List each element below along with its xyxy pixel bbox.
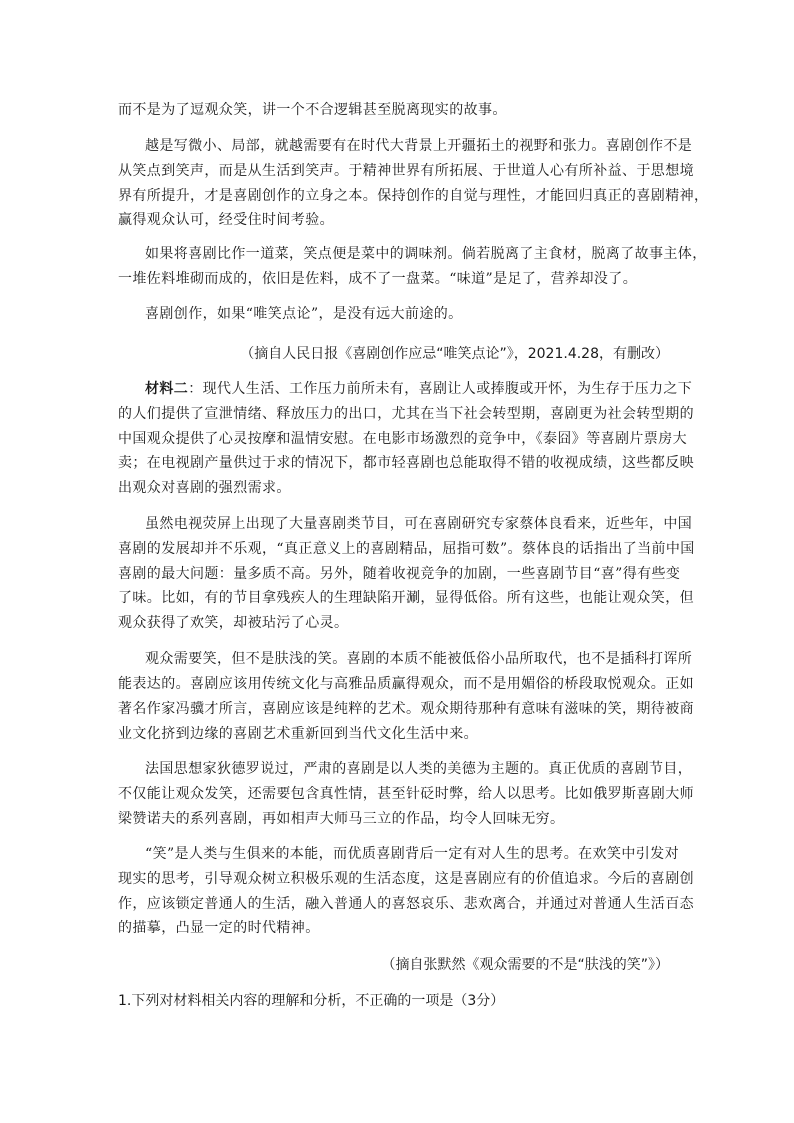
- paragraph-line: 界有所提升，才是喜剧创作的立身之本。保持创作的自觉与理性，才能回归真正的喜剧精神，: [118, 188, 709, 204]
- source-citation: （摘自张默然《观众需要的不是“肤浅的笑”》）: [381, 957, 669, 973]
- paragraph-line: 法国思想家狄德罗说过，严肃的喜剧是以人类的美德为主题的。真正优质的喜剧节目，: [145, 761, 693, 777]
- paragraph-line: 中国观众提供了心灵按摩和温情安慰。在电影市场激烈的竞争中，《泰囧》等喜剧片票房大: [118, 431, 687, 447]
- paragraph-line: 作，应该锁定普通人的生活，融入普通人的喜怒哀乐、悲欢离合，并通过对普通人生活百态: [118, 896, 694, 912]
- question-prompt: 1.下列对材料相关内容的理解和分析，不正确的一项是（3分）: [118, 993, 505, 1009]
- paragraph-line: 虽然电视荧屏上出现了大量喜剧类节目，可在喜剧研究专家蔡体良看来，近些年，中国: [145, 516, 693, 532]
- paragraph-line: 如果将喜剧比作一道菜，笑点便是菜中的调味剂。倘若脱离了主食材，脱离了故事主体，: [145, 246, 707, 262]
- source-citation: （摘自人民日报《喜剧创作应忌“唯笑点论”》，2021.4.28，有删改）: [240, 346, 669, 362]
- paragraph-line: 梁赞诺夫的系列喜剧，再如相声大师马三立的作品，均令人回味无穷。: [118, 811, 565, 827]
- paragraph-line: 喜剧创作，如果“唯笑点论”，是没有远大前途的。: [145, 306, 463, 322]
- paragraph-text: ：现代人生活、工作压力前所未有，喜剧让人或捧腹或开怀，为生存于压力之下: [188, 381, 693, 397]
- material-label: 材料二: [145, 381, 189, 397]
- paragraph-line: 从笑点到笑声，而是从生活到笑声。于精神世界有所拓展、于世道人心有所补益、于思想境: [118, 163, 694, 179]
- paragraph-line: 出观众对喜剧的强烈需求。: [118, 480, 291, 496]
- paragraph-line: 而不是为了逗观众笑，讲一个不合逻辑甚至脱离现实的故事。: [118, 102, 507, 118]
- paragraph-line: 观众获得了欢笑，却被玷污了心灵。: [118, 615, 349, 631]
- paragraph-line: 喜剧的最大问题：量多质不高。另外，随着收视竞争的加剧，一些喜剧节目“喜”得有些变: [118, 566, 681, 582]
- paragraph-line: 了味。比如，有的节目拿残疾人的生理缺陷开涮，显得低俗。所有这些，也能让观众笑，但: [118, 590, 694, 606]
- paragraph-line: 现实的思考，引导观众树立积极乐观的生活态度，这是喜剧应有的价值追求。今后的喜剧创: [118, 871, 694, 887]
- paragraph-line: 著名作家冯骥才所言，喜剧应该是纯粹的艺术。观众期待那种有意味有滋味的笑，期待被商: [118, 701, 694, 717]
- paragraph-line: 越是写微小、局部，就越需要有在时代大背景上开疆拓土的视野和张力。喜剧创作不是: [145, 138, 693, 154]
- paragraph-line: 赢得观众认可，经受住时间考验。: [118, 212, 334, 228]
- paragraph-line: 不仅能让观众发笑，还需要包含真性情，甚至针砭时弊，给人以思考。比如俄罗斯喜剧大师: [118, 786, 694, 802]
- paragraph-line: 的描摹，凸显一定的时代精神。: [118, 920, 320, 936]
- paragraph-line: 卖；在电视剧产量供过于求的情况下，都市轻喜剧也总能取得不错的收视成绩，这些都反映: [118, 455, 694, 471]
- paragraph-line: “笑”是人类与生俱来的本能，而优质喜剧背后一定有对人生的思考。在欢笑中引发对: [145, 846, 679, 862]
- paragraph-line: 一堆佐料堆砌而成的，依旧是佐料，成不了一盘菜。“味道”是足了，营养却没了。: [118, 271, 638, 287]
- paragraph-line: 喜剧的发展却并不乐观，“真正意义上的喜剧精品，屈指可数”。蔡体良的话指出了当前中国: [118, 541, 695, 557]
- paragraph-line: 观众需要笑，但不是肤浅的笑。喜剧的本质不能被低俗小品所取代，也不是插科打诨所: [145, 651, 693, 667]
- paragraph-line: 能表达的。喜剧应该用传统文化与高雅品质赢得观众，而不是用媚俗的桥段取悦观众。正如: [118, 676, 694, 692]
- paragraph-line: 的人们提供了宣泄情绪、释放压力的出口，尤其在当下社会转型期，喜剧更为社会转型期的: [118, 406, 694, 422]
- paragraph-line: 业文化挤到边缘的喜剧艺术重新回到当代文化生活中来。: [118, 726, 478, 742]
- paragraph-line: [145, 381, 693, 397]
